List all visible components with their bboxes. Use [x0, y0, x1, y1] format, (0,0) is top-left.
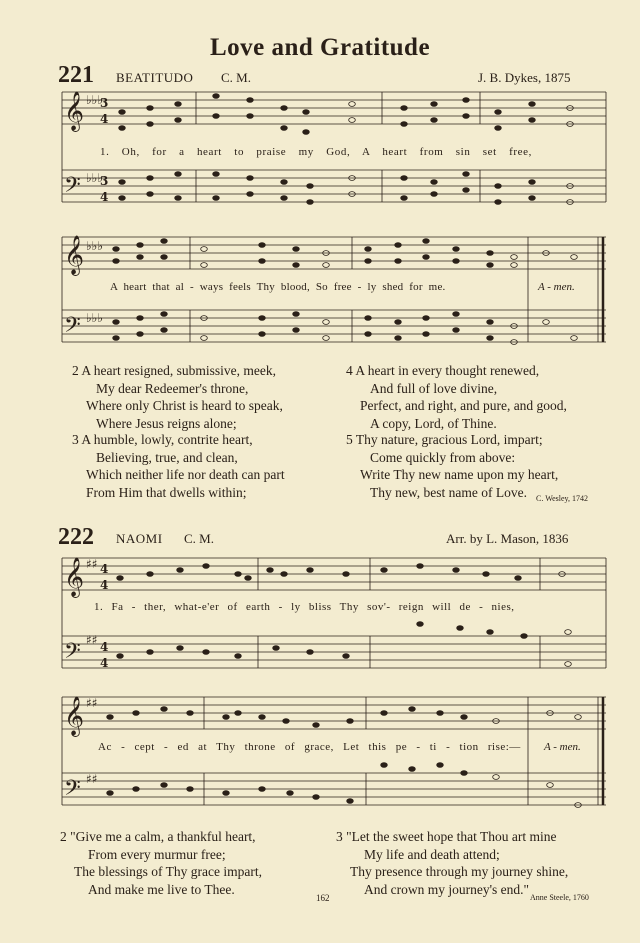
verse-2	[60, 828, 262, 898]
svg-text:4: 4	[100, 640, 109, 654]
verse-line: Where Jesus reigns alone;	[96, 415, 237, 431]
verse-3	[336, 828, 568, 898]
verse-line: Where only Christ is heard to speak,	[86, 398, 283, 413]
svg-text:4: 4	[100, 656, 109, 670]
flat-icon: ♭♭♭	[86, 171, 103, 185]
sharp-icon: ♯♯	[86, 633, 98, 647]
bass-clef-icon: 𝄢	[64, 639, 81, 669]
verse-line: 5 Thy nature, gracious Lord, impart;	[346, 432, 543, 447]
verse-line: And crown my journey's end."	[364, 881, 530, 897]
verse-line: A copy, Lord, of Thine.	[370, 415, 497, 431]
bass-clef-icon: 𝄢	[64, 313, 81, 343]
svg-text:3: 3	[100, 174, 109, 188]
verse-line: My life and death attend;	[364, 846, 500, 862]
bass-clef-icon: 𝄢	[64, 776, 81, 806]
verse-line: And full of love divine,	[370, 380, 498, 396]
meter: C. M.	[221, 70, 251, 85]
verse-line: From Him that dwells within;	[86, 484, 247, 500]
staff-221-2-treble	[62, 237, 606, 269]
treble-clef-icon: 𝄞	[64, 696, 85, 736]
svg-text:4: 4	[100, 578, 109, 592]
verse-line: My dear Redeemer's throne,	[96, 380, 249, 396]
tune-name: NAOMI	[116, 531, 163, 546]
verse-line: Thy new, best name of Love.	[370, 484, 527, 500]
lyric-line: A heart that al - ways feels Thy blood, So free - ly shed for me.	[110, 281, 446, 293]
staff-221-1-treble	[62, 92, 606, 124]
amen-lyric: A - men.	[544, 741, 581, 753]
composer: J. B. Dykes, 1875	[478, 70, 571, 85]
svg-text:4: 4	[100, 112, 109, 126]
hymn-number: 222	[58, 524, 94, 550]
section-title: Love and Gratitude	[209, 34, 431, 61]
svg-text:3: 3	[100, 96, 109, 110]
hymn-number: 221	[58, 62, 94, 88]
sharp-icon: ♯♯	[86, 772, 98, 786]
bass-clef-icon: 𝄢	[64, 173, 81, 203]
verse-2	[72, 362, 283, 432]
treble-clef-icon: 𝄞	[64, 91, 85, 131]
staff-222-1-bass	[62, 636, 606, 668]
verse-line: 2 A heart resigned, submissive, meek,	[72, 363, 276, 378]
verse-4	[346, 362, 567, 432]
page-number: 162	[316, 893, 330, 903]
flat-icon: ♭♭♭	[86, 311, 103, 325]
composer: Arr. by L. Mason, 1836	[446, 531, 569, 546]
verse-line: Which neither life nor death can part	[86, 467, 285, 482]
verse-line: 4 A heart in every thought renewed,	[346, 363, 540, 378]
verse-3	[72, 431, 285, 501]
amen-lyric: A - men.	[538, 281, 575, 293]
lyric-line: 1. Oh, for a heart to praise my God, A heart from sin set free,	[100, 146, 532, 158]
author-credit: Anne Steele, 1760	[530, 893, 589, 902]
staff-222-2-treble	[62, 697, 606, 729]
verse-5	[346, 431, 558, 501]
lyric-line: Ac - cept - ed at Thy throne of grace, Let this pe - ti - tion rise:—	[98, 741, 521, 753]
staff-221-2-bass	[62, 310, 606, 342]
sharp-icon: ♯♯	[86, 696, 98, 710]
svg-text:4: 4	[100, 190, 109, 204]
flat-icon: ♭♭♭	[86, 239, 103, 253]
verse-line: Perfect, and right, and pure, and good,	[360, 398, 567, 413]
verse-line: Thy presence through my journey shine,	[350, 864, 569, 879]
verse-line: From every murmur free;	[88, 846, 226, 862]
staff-221-1-bass	[62, 170, 606, 202]
staff-222-1-treble	[62, 558, 606, 590]
verse-line: And make me live to Thee.	[88, 881, 235, 897]
verse-line: Come quickly from above:	[370, 449, 516, 465]
tune-name: BEATITUDO	[116, 70, 194, 85]
flat-icon: ♭♭♭	[86, 93, 103, 107]
verse-line: 3 A humble, lowly, contrite heart,	[72, 432, 253, 447]
author-credit: C. Wesley, 1742	[536, 494, 589, 503]
verse-line: Write Thy new name upon my heart,	[360, 467, 559, 482]
treble-clef-icon: 𝄞	[64, 557, 85, 597]
meter: C. M.	[184, 531, 214, 546]
svg-text:4: 4	[100, 562, 109, 576]
lyric-line: 1. Fa - ther, what-e'er of earth - ly bliss Thy sov'- reign will de - nies,	[94, 601, 515, 613]
verse-line: 3 "Let the sweet hope that Thou art mine	[336, 829, 557, 844]
verse-line: The blessings of Thy grace impart,	[74, 864, 262, 879]
treble-clef-icon: 𝄞	[64, 235, 85, 275]
staff-222-2-bass	[62, 773, 606, 805]
verse-line: Believing, true, and clean,	[96, 449, 238, 465]
sharp-icon: ♯♯	[86, 557, 98, 571]
verse-line: 2 "Give me a calm, a thankful heart,	[60, 829, 256, 844]
